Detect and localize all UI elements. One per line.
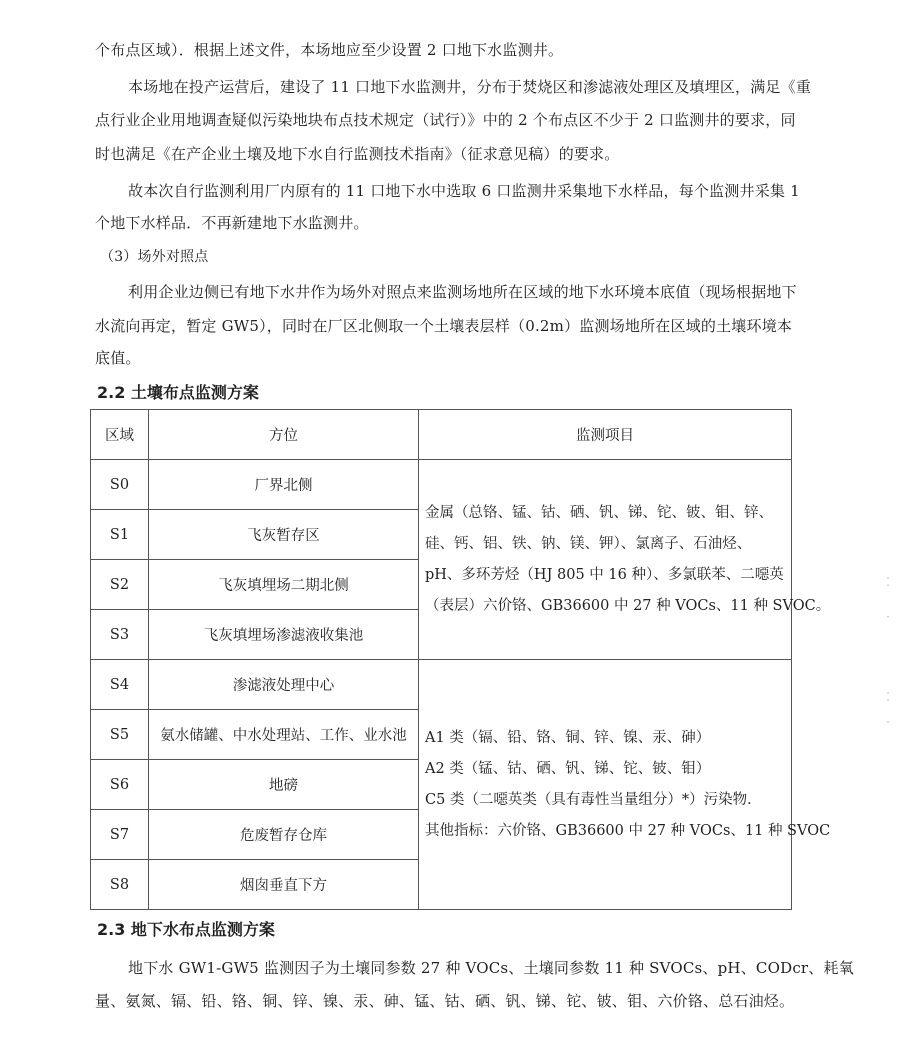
monitoring-item-line: A1 类（镉、铅、铬、铜、锌、镍、汞、砷） [425, 729, 711, 746]
scan-artifact-mark: · [886, 610, 890, 624]
location-cell: 烟囱垂直下方 [149, 860, 419, 910]
table-row [91, 660, 792, 710]
area-cell: S7 [91, 810, 149, 860]
monitoring-item-line: A2 类（锰、钴、硒、钒、锑、铊、铍、钼） [425, 760, 711, 777]
monitoring-item-line: （表层）六价铬、GB36600 中 27 种 VOCs、11 种 SVOC。 [425, 597, 831, 614]
paragraph-line: 量、氨氮、镉、铅、铬、铜、锌、镍、汞、砷、锰、钴、硒、钒、锑、铊、铍、钼、六价铬、总石油烃。 [95, 992, 795, 1010]
section-heading-2-3: 2.3 地下水布点监测方案 [97, 920, 275, 939]
monitoring-item-line: 其他指标：六价铬、GB36600 中 27 种 VOCs、11 种 SVOC [425, 822, 831, 839]
paragraph-line: 地下水 GW1-GW5 监测因子为土壤同参数 27 种 VOCs、土壤同参数 11 种 SVOCs、pH、CODcr、耗氧 [128, 959, 854, 977]
area-cell: S1 [91, 510, 149, 560]
paragraph-line: 故本次自行监测利用厂内原有的 11 口地下水中选取 6 口监测井采集地下水样品，每个监测井采集 1 [128, 182, 800, 200]
area-cell: S8 [91, 860, 149, 910]
paragraph-line: 本场地在投产运营后，建设了 11 口地下水监测井，分布于焚烧区和渗滤液处理区及填埋区，满足《重 [128, 78, 812, 96]
soil-monitoring-table [90, 409, 831, 910]
monitoring-item-line: 硅、钙、铝、铁、钠、镁、钾）、氯离子、石油烃、 [425, 535, 752, 552]
location-cell: 飞灰填埋场渗滤液收集池 [149, 610, 419, 660]
location-cell: 氨水储罐、中水处理站、工作、业水池 [149, 710, 419, 760]
paragraph-line: 个地下水样品．不再新建地下水监测井。 [95, 214, 369, 232]
section-heading-2-2: 2.2 土壤布点监测方案 [97, 383, 259, 402]
table-header-row [91, 410, 792, 460]
paragraph-line: 点行业企业用地调查疑似污染地块布点技术规定（试行）》中的 2 个布点区不少于 2 口监测井的要求，同 [95, 111, 796, 129]
scan-artifact-mark: ⁚ [886, 575, 890, 589]
paragraph-line: 个布点区域）．根据上述文件，本场地应至少设置 2 口地下水监测井。 [95, 41, 564, 59]
scan-artifact-mark: ⁚ [886, 690, 890, 704]
header-area: 区域 [91, 410, 149, 460]
monitoring-item-line: C5 类（二噁英类（具有毒性当量组分）*）污染物． [425, 791, 762, 808]
monitoring-item-line: pH、多环芳烃（HJ 805 中 16 种）、多氯联苯、二噁英 [425, 566, 784, 583]
area-cell: S6 [91, 760, 149, 810]
location-cell: 地磅 [149, 760, 419, 810]
location-cell: 飞灰填埋场二期北侧 [149, 560, 419, 610]
location-cell: 危废暂存仓库 [149, 810, 419, 860]
area-cell: S5 [91, 710, 149, 760]
area-cell: S4 [91, 660, 149, 710]
subsection-heading: （3）场外对照点 [100, 249, 209, 265]
paragraph-line: 时也满足《在产企业土壤及地下水自行监测技术指南》（征求意见稿）的要求。 [95, 145, 620, 163]
monitoring-item-line: 金属（总铬、锰、钴、硒、钒、锑、铊、铍、钼、锌、 [425, 504, 773, 521]
area-cell: S0 [91, 460, 149, 510]
paragraph-line: 水流向再定，暂定 GW5），同时在厂区北侧取一个土壤表层样（0.2m）监测场地所在区域的土壤环境本 [95, 317, 793, 335]
monitoring-items-group-2 [419, 660, 831, 910]
paragraph-line: 底值。 [95, 349, 141, 367]
location-cell: 渗滤液处理中心 [149, 660, 419, 710]
paragraph-line: 利用企业边侧已有地下水井作为场外对照点来监测场地所在区域的地下水环境本底值（现场根据地下 [128, 283, 797, 301]
location-cell: 飞灰暂存区 [149, 510, 419, 560]
monitoring-items-group-1 [419, 460, 831, 660]
area-cell: S3 [91, 610, 149, 660]
table-row [91, 460, 792, 510]
location-cell: 厂界北侧 [149, 460, 419, 510]
scan-artifact-mark: · [886, 715, 890, 729]
header-items: 监测项目 [419, 410, 792, 460]
header-location: 方位 [149, 410, 419, 460]
area-cell: S2 [91, 560, 149, 610]
